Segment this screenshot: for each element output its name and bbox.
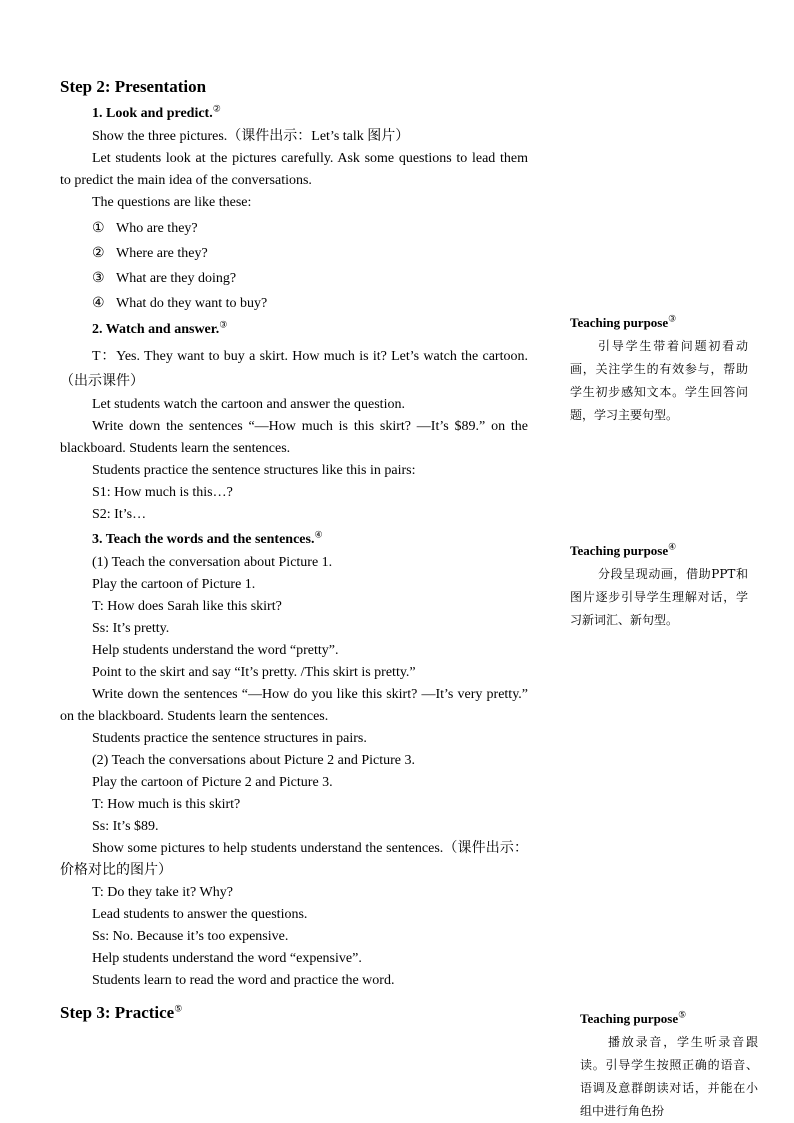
text-line: T: Do they take it? Why? (92, 885, 233, 900)
section3-heading (60, 528, 528, 552)
footnote-mark: ③ (668, 313, 677, 324)
section3-title: 3. Teach the words and the sentences. (92, 532, 315, 547)
text-line: Help students understand the word “pretty”. (92, 643, 339, 658)
text-line: Point to the skirt and say “It’s pretty. /This skirt is pretty.” (92, 665, 416, 680)
text-paragraph: Write down the sentences “—How do you like this skirt? —It’s very pretty.” on the blackboard. Students learn the sentences. (60, 687, 528, 724)
footnote-mark: ③ (219, 319, 228, 330)
footnote-mark: ④ (314, 529, 323, 540)
question-item (60, 216, 528, 241)
note-body: 引导学生带着问题初看动画，关注学生的有效参与，帮助学生初步感知文本。学生回答问题，学习主要句型。 (570, 339, 748, 422)
teaching-purpose-note (580, 1010, 758, 1123)
note-heading (570, 314, 748, 332)
question-text: Who are they? (116, 221, 198, 236)
question-item (60, 291, 528, 316)
text-line: Students learn to read the word and practice the word. (92, 973, 395, 988)
section2-heading (60, 318, 528, 342)
teaching-purpose-note (570, 314, 748, 427)
footnote-mark: ④ (668, 541, 677, 552)
text-line: Students practice the sentence structures like this in pairs: (92, 463, 416, 478)
section2-title: 2. Watch and answer. (92, 322, 220, 337)
footnote-mark: ⑤ (678, 1009, 687, 1020)
text-paragraph: Let students look at the pictures carefully. Ask some questions to lead them to predict the main idea of the conversations. (60, 151, 528, 188)
question-item (60, 266, 528, 291)
question-text: What are they doing? (116, 271, 237, 286)
text-line: Help students understand the word “expensive”. (92, 951, 362, 966)
text-line: Show the three pictures.（课件出示：Let’s talk 图片） (92, 129, 410, 144)
text-paragraph: Show some pictures to help students understand the sentences.（课件出示：价格对比的图片） (60, 841, 528, 878)
teaching-purpose-note (570, 542, 748, 632)
text-line: Ss: It’s $89. (92, 819, 159, 834)
text-line: S1: How much is this…? (92, 485, 233, 500)
text-line: (1) Teach the conversation about Picture 1. (92, 555, 333, 570)
step3-heading (60, 1000, 182, 1026)
note-heading (570, 542, 748, 560)
question-text: What do they want to buy? (116, 296, 268, 311)
note-heading-text: Teaching purpose (570, 315, 669, 330)
note-body: 分段呈现动画，借助PPT和图片逐步引导学生理解对话，学习新词汇、新句型。 (570, 567, 748, 627)
text-line: Let students watch the cartoon and answer the question. (92, 397, 405, 412)
text-paragraph: T：Yes. They want to buy a skirt. How much is it? Let’s watch the cartoon.（出示课件） (60, 349, 528, 389)
footnote-mark: ② (212, 103, 221, 114)
text-line: S2: It’s… (92, 507, 147, 522)
footnote-mark: ⑤ (174, 1003, 183, 1014)
question-text: Where are they? (116, 246, 208, 261)
section1-title: 1. Look and predict. (92, 106, 213, 121)
question-item (60, 241, 528, 266)
main-column (60, 74, 528, 992)
question-number: ② (92, 246, 105, 261)
text-line: Lead students to answer the questions. (92, 907, 308, 922)
question-number: ① (92, 221, 105, 236)
question-number: ③ (92, 271, 105, 286)
text-line: Play the cartoon of Picture 2 and Picture 3. (92, 775, 333, 790)
section1-heading (60, 102, 528, 126)
question-number: ④ (92, 296, 105, 311)
step2-heading: Step 2: Presentation (60, 77, 207, 96)
text-line: Ss: It’s pretty. (92, 621, 170, 636)
note-heading-text: Teaching purpose (570, 543, 669, 558)
text-line: Play the cartoon of Picture 1. (92, 577, 256, 592)
text-line: Ss: No. Because it’s too expensive. (92, 929, 289, 944)
note-body: 播放录音，学生听录音跟读。引导学生按照正确的语音、语调及意群朗读对话，并能在小组中进行角色扮 (580, 1035, 758, 1118)
text-line: T: How does Sarah like this skirt? (92, 599, 282, 614)
text-line: T: How much is this skirt? (92, 797, 241, 812)
text-paragraph: Write down the sentences “—How much is this skirt? —It’s $89.” on the blackboard. Students learn the sentences. (60, 419, 528, 456)
text-line: Students practice the sentence structures in pairs. (92, 731, 367, 746)
text-line: The questions are like these: (92, 195, 252, 210)
step3-title: Step 3: Practice (60, 1003, 175, 1022)
note-heading (580, 1010, 758, 1028)
note-heading-text: Teaching purpose (580, 1011, 679, 1026)
text-line: (2) Teach the conversations about Picture 2 and Picture 3. (92, 753, 415, 768)
